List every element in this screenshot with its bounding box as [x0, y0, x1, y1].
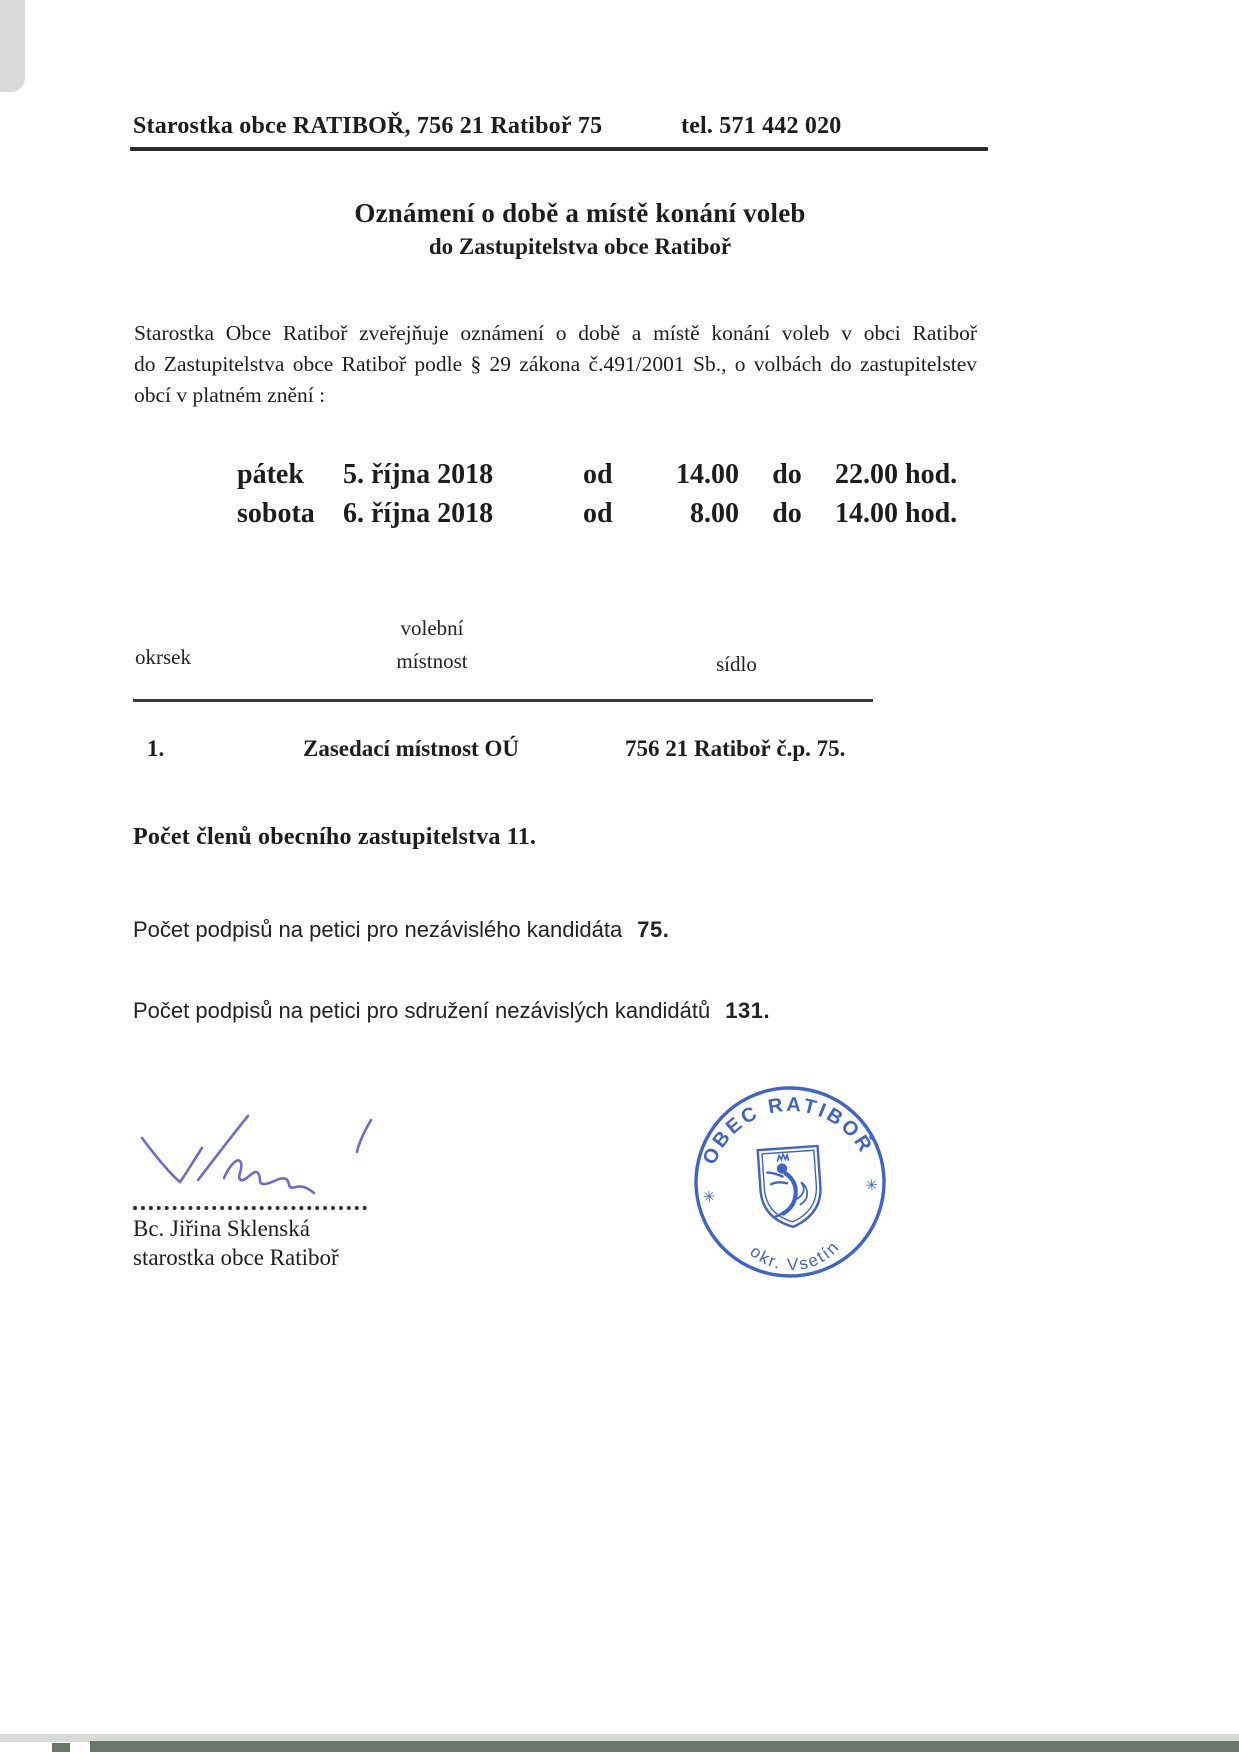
table-header-volebni-mistnost: [332, 612, 532, 678]
intro-line-1: Starostka Obce Ratiboř zveřejňuje oznámení o době a místě konání voleb v obci Ratiboř: [134, 321, 977, 345]
table-header-mistnost: místnost: [396, 649, 468, 673]
schedule-od-label: od: [583, 498, 613, 529]
letterhead-org: Starostka obce RATIBOŘ, 756 21 Ratiboř 75: [133, 113, 603, 139]
stamp-lion-icon: [766, 1153, 809, 1218]
document-title-block: [80, 198, 1080, 260]
signature-dotted-line: [133, 1188, 367, 1210]
table-row-room: Zasedací místnost OÚ: [303, 736, 519, 761]
table-header-okrsek: okrsek: [135, 645, 191, 669]
schedule-time-from: 14.00: [676, 459, 739, 490]
scan-artifact-top-left: [0, 0, 25, 92]
stamp-top-text: OBEC RATIBOŘ: [698, 1093, 878, 1168]
schedule-time-to: 22.00 hod.: [835, 459, 958, 490]
petition-line-independent: [133, 917, 669, 943]
scan-artifact-bottom-dark: [90, 1741, 1239, 1752]
document-title: Oznámení o době a místě konání voleb: [354, 198, 806, 228]
schedule-do-label: do: [772, 459, 802, 490]
petition-value: 131.: [725, 998, 771, 1023]
stamp-coat-of-arms: [758, 1146, 823, 1229]
table-header-sidlo: sídlo: [716, 652, 757, 676]
signatory-role: starostka obce Ratiboř: [133, 1245, 339, 1270]
stamp-bottom-text: okr. Vsetín: [746, 1236, 844, 1275]
stamp-left-star-icon: ✳: [702, 1189, 717, 1207]
schedule-do-label: do: [772, 498, 802, 529]
table-row-address: 756 21 Ratiboř č.p. 75.: [625, 736, 846, 761]
schedule-date: 6. října 2018: [343, 498, 494, 529]
stamp-right-star-icon: ✳: [864, 1177, 879, 1195]
schedule-date: 5. října 2018: [343, 459, 494, 490]
schedule-time-to: 14.00 hod.: [835, 498, 958, 529]
petition-label: Počet podpisů na petici pro nezávislého kandidáta: [133, 917, 623, 942]
schedule-time-from: 8.00: [690, 498, 739, 529]
intro-line-3: obcí v platném znění :: [134, 383, 326, 407]
council-members-line: Počet členů obecního zastupitelstva 11.: [133, 824, 537, 850]
petition-line-association: [133, 998, 770, 1024]
table-row-number: 1.: [147, 736, 165, 761]
table-rule: [133, 699, 873, 702]
intro-line-2: do Zastupitelstva obce Ratiboř podle § 29 zákona č.491/2001 Sb., o volbách do zastupitelstev: [134, 352, 977, 376]
letterhead-phone: tel. 571 442 020: [681, 113, 842, 139]
petition-label: Počet podpisů na petici pro sdružení nezávislých kandidátů: [133, 998, 711, 1023]
election-schedule: [237, 455, 1000, 533]
schedule-day: sobota: [237, 498, 315, 529]
table-header-volebni: volební: [400, 616, 464, 640]
document-subtitle: do Zastupitelstva obce Ratiboř: [428, 234, 732, 259]
schedule-day: pátek: [237, 459, 304, 490]
letterhead-underline: [130, 147, 988, 151]
signatory-name: Bc. Jiřina Sklenská: [133, 1216, 310, 1241]
scan-artifact-bottom-chip: [52, 1743, 70, 1752]
schedule-od-label: od: [583, 459, 613, 490]
intro-paragraph: [134, 318, 977, 411]
petition-value: 75.: [637, 917, 670, 942]
municipal-round-stamp: [681, 1077, 898, 1287]
